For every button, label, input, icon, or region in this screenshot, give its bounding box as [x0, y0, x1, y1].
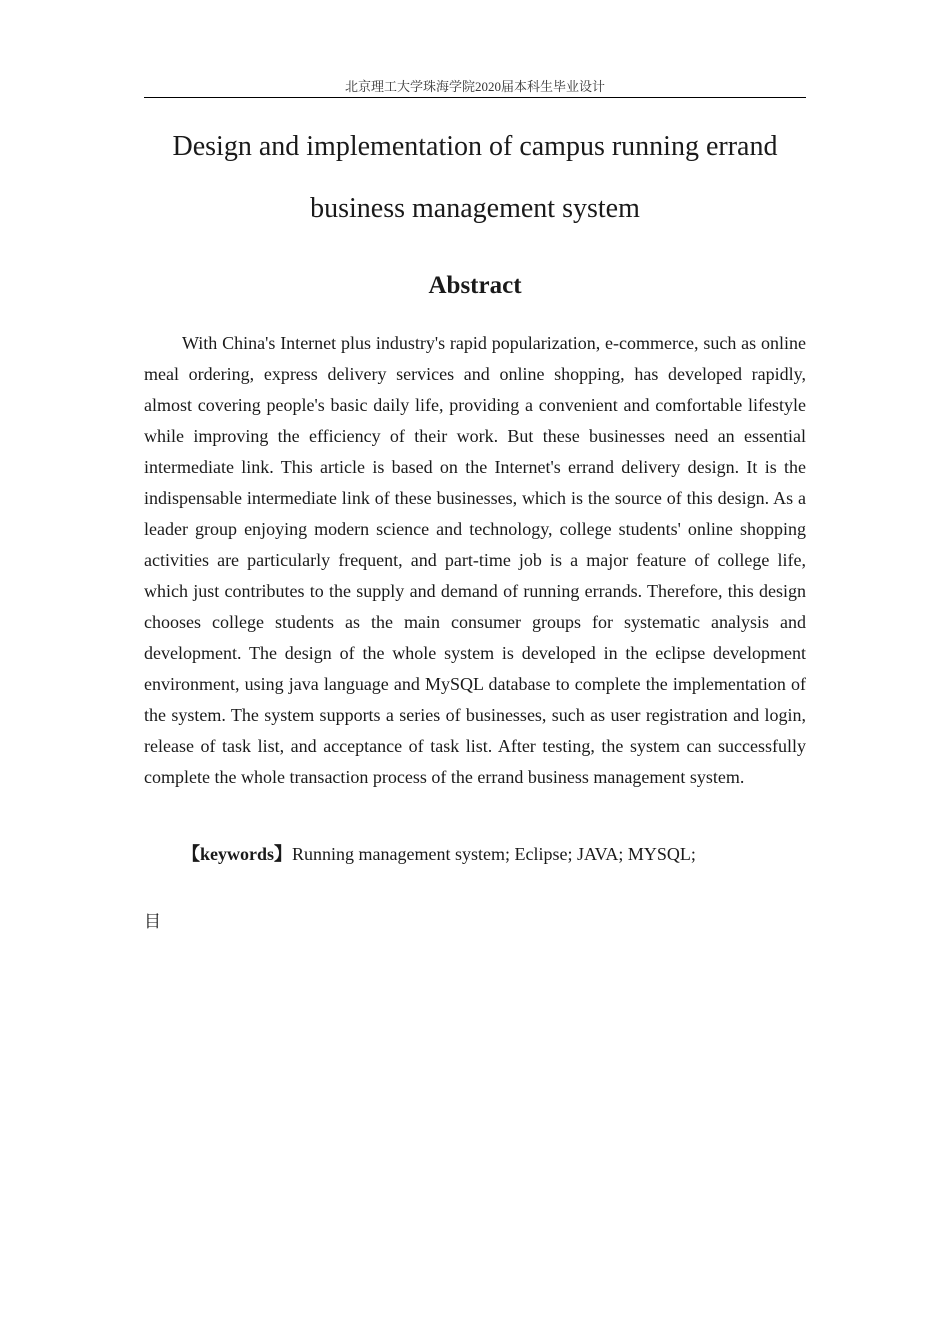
page-header — [144, 78, 806, 98]
title-line-2: business management system — [310, 193, 640, 224]
header-text: 北京理工大学珠海学院2020届本科生毕业设计 — [344, 79, 605, 94]
keywords-label: 【keywords】 — [182, 844, 293, 864]
keywords-text: Running management system; Eclipse; JAVA; MYSQL; — [292, 844, 696, 864]
abstract-body: With China's Internet plus industry's rapid popularization, e-commerce, such as online meal ordering, express delivery services and online shopping, has developed rapidly, almost covering people's basic daily life, providing a convenient and comfortable lifestyle while improving the efficiency of their work. But these businesses need an essential intermediate link. This article is based on the Internet's errand delivery design. It is the indispensable intermediate link of these businesses, which is the source of this design. As a leader group enjoying modern science and technology, college students' online shopping activities are particularly frequent, and part-time job is a major feature of college life, which just contributes to the supply and demand of running errands. Therefore, this design chooses college students as the main consumer groups for systematic analysis and development. The design of the whole system is developed in the eclipse development environment, using java language and MySQL database to complete the implementation of the system. The system supports a series of businesses, such as user registration and login, release of task list, and acceptance of task list. After testing, the system can successfully complete the whole transaction process of the errand business management system. — [144, 333, 806, 787]
keywords-line — [144, 839, 806, 870]
abstract-heading: Abstract — [428, 272, 522, 299]
paper-title — [130, 116, 820, 240]
title-line-1: Design and implementation of campus running errand — [172, 131, 778, 162]
toc-heading-fragment: 目 — [144, 912, 161, 932]
